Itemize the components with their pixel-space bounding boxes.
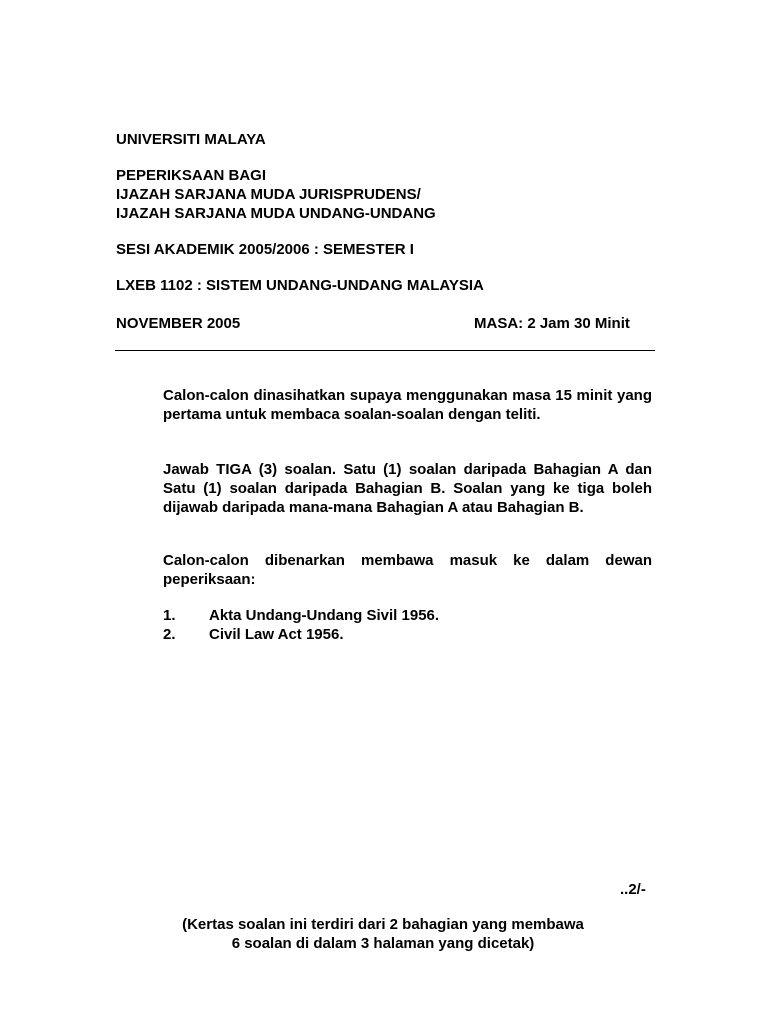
course-title: LXEB 1102 : SISTEM UNDANG-UNDANG MALAYSIA [116, 277, 484, 294]
header-divider [115, 350, 655, 351]
exam-duration: MASA: 2 Jam 30 Minit [474, 315, 630, 332]
footer-note-line-1: (Kertas soalan ini terdiri dari 2 bahagian yang membawa [182, 916, 584, 933]
list-item-number: 2. [163, 626, 176, 643]
academic-session: SESI AKADEMIK 2005/2006 : SEMESTER I [116, 241, 414, 258]
exam-date: NOVEMBER 2005 [116, 315, 241, 332]
list-item-text: Civil Law Act 1956. [209, 626, 344, 643]
list-item-number: 1. [163, 607, 176, 624]
degree-line-1: IJAZAH SARJANA MUDA JURISPRUDENS/ [116, 186, 421, 203]
degree-line-2: IJAZAH SARJANA MUDA UNDANG-UNDANG [116, 205, 436, 222]
list-item-text: Akta Undang-Undang Sivil 1956. [209, 607, 440, 624]
footer-note-line-2: 6 soalan di dalam 3 halaman yang dicetak) [231, 935, 535, 952]
instruction-permitted-materials: Calon-calon dibenarkan membawa masuk ke dalam dewan peperiksaan: [163, 552, 652, 588]
page-continuation-marker: ..2/- [620, 881, 646, 898]
instruction-answer-count: Jawab TIGA (3) soalan. Satu (1) soalan daripada Bahagian A dan Satu (1) soalan daripada Bahagian B. Soalan yang ke tiga boleh dijawab daripada mana-mana Bahagian A atau Bahagian B. [163, 461, 652, 516]
university-name: UNIVERSITI MALAYA [116, 131, 266, 148]
footer-note [100, 915, 666, 953]
exam-for-label: PEPERIKSAAN BAGI [116, 167, 267, 184]
instruction-reading-time: Calon-calon dinasihatkan supaya menggunakan masa 15 minit yang pertama untuk membaca soalan-soalan dengan teliti. [163, 387, 652, 423]
